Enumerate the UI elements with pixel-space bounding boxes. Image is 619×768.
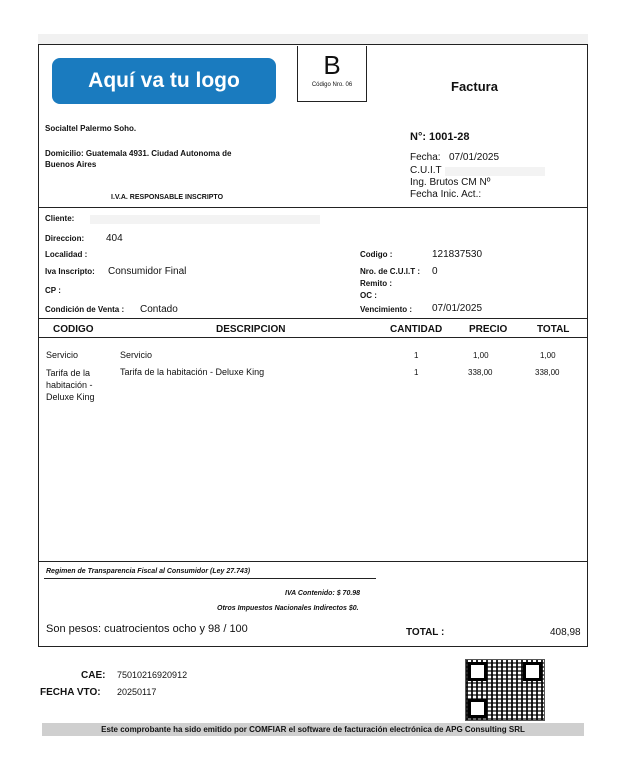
cliente-label: Cliente:	[45, 214, 75, 223]
company-iva: I.V.A. RESPONSABLE INSCRIPTO	[111, 194, 224, 201]
total-value: 408,98	[550, 627, 581, 638]
remito-label: Remito :	[360, 279, 392, 288]
header-codigo: CODIGO	[53, 324, 94, 335]
row-1-codigo: Servicio	[46, 350, 79, 360]
nro-cuit-label: Nro. de C.U.I.T :	[360, 267, 420, 276]
fecha-value: 07/01/2025	[449, 152, 500, 163]
fecha-vto-value: 20250117	[117, 687, 157, 697]
company-name: Socialtel Palermo Soho.	[45, 124, 137, 133]
oc-label: OC :	[360, 291, 377, 300]
fecha-vto-label: FECHA VTO:	[40, 687, 101, 698]
row-1-total: 1,00	[540, 351, 556, 360]
qr-finder-bottom-left	[468, 699, 487, 718]
cuit-label: C.U.I.T	[410, 165, 442, 176]
direccion-value: 404	[106, 233, 123, 244]
localidad-label: Localidad :	[45, 250, 88, 259]
cae-label: CAE:	[81, 670, 106, 681]
company-address: Domicilio: Guatemala 4931. Ciudad Autonoma de Buenos Aires	[45, 149, 232, 169]
ingresos-brutos-label: Ing. Brutos CM Nº	[410, 177, 491, 188]
row-2-total: 338,00	[535, 368, 560, 377]
invoice-type-box	[297, 46, 367, 102]
codigo-value: 121837530	[432, 249, 483, 260]
logo-placeholder: Aquí va tu logo	[52, 58, 276, 104]
direccion-label: Direccion:	[45, 234, 85, 243]
row-1-cantidad: 1	[414, 351, 419, 360]
invoice-number: N°: 1001-28	[410, 131, 470, 143]
condicion-label: Condición de Venta :	[45, 305, 125, 314]
cae-value: 75010216920912	[117, 670, 188, 680]
regimen-note: Regimen de Transparencia Fiscal al Consumidor (Ley 27.743)	[46, 568, 251, 575]
qr-code	[465, 659, 545, 721]
row-1-descripcion: Servicio	[120, 350, 153, 360]
header-precio: PRECIO	[469, 324, 508, 335]
cliente-redacted	[90, 215, 320, 224]
row-2-precio: 338,00	[468, 368, 493, 377]
codigo-label: Codigo :	[360, 250, 393, 259]
cp-label: CP :	[45, 286, 61, 295]
top-band	[38, 34, 588, 44]
row-1-precio: 1,00	[473, 351, 489, 360]
header-cantidad: CANTIDAD	[390, 324, 443, 335]
qr-finder-top-left	[468, 662, 487, 681]
row-2-cantidad: 1	[414, 368, 419, 377]
cuit-redacted	[445, 167, 545, 176]
header-descripcion: DESCRIPCION	[216, 324, 286, 335]
header-total: TOTAL	[537, 324, 570, 335]
son-pesos: Son pesos: cuatrocientos ocho y 98 / 100	[46, 623, 248, 635]
iva-label: Iva Inscripto:	[45, 267, 95, 276]
iva-value: Consumidor Final	[108, 266, 187, 277]
doc-title: Factura	[451, 79, 498, 94]
total-label: TOTAL :	[406, 627, 445, 638]
condicion-value: Contado	[140, 304, 178, 315]
otros-impuestos: Otros Impuestos Nacionales Indirectos $0.	[217, 605, 359, 612]
fecha-label: Fecha:	[410, 152, 441, 163]
invoice-letter: B	[323, 50, 341, 80]
qr-finder-top-right	[523, 662, 542, 681]
regimen-underline	[44, 578, 376, 579]
invoice-code: Código Nro. 06	[311, 82, 353, 88]
vencimiento-value: 07/01/2025	[432, 303, 483, 314]
vencimiento-label: Vencimiento :	[360, 305, 413, 314]
iva-contenido: IVA Contenido: $ 70.98	[285, 590, 361, 597]
row-2-descripcion: Tarifa de la habitación - Deluxe King	[120, 367, 265, 377]
row-2-codigo: Tarifa de la habitación - Deluxe King	[46, 368, 95, 402]
header-divider	[38, 337, 588, 338]
nro-cuit-value: 0	[432, 266, 438, 277]
inicio-actividades-label: Fecha Inic. Act.:	[410, 189, 482, 200]
footer-note: Este comprobante ha sido emitido por COMFIAR el software de facturación electrónica de APG Consulting SRL	[42, 723, 584, 736]
